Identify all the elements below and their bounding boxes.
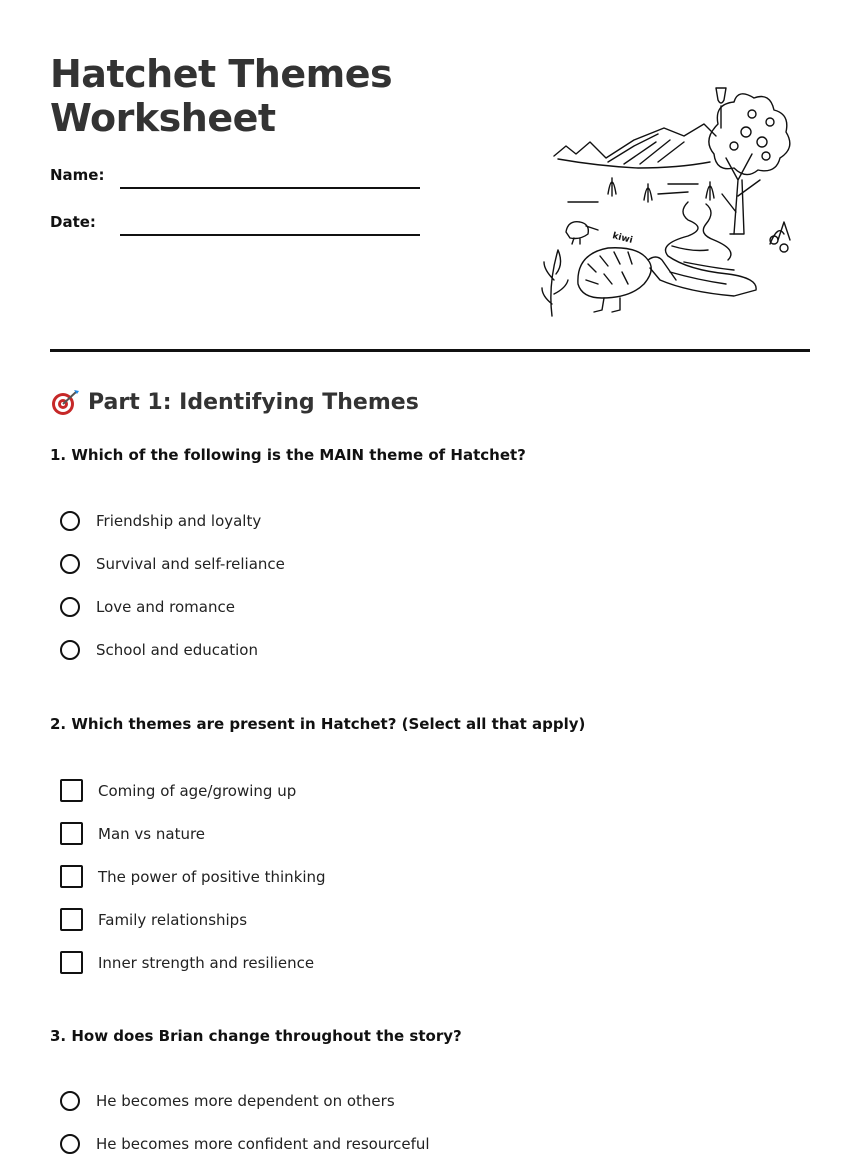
radio-button[interactable] bbox=[60, 554, 80, 574]
q1-option-label: School and education bbox=[96, 641, 258, 659]
q2-option[interactable] bbox=[60, 779, 296, 802]
name-label: Name: bbox=[50, 166, 105, 184]
radio-button[interactable] bbox=[60, 597, 80, 617]
question-1: 1. Which of the following is the MAIN theme of Hatchet? bbox=[50, 446, 526, 464]
worksheet-title bbox=[50, 52, 392, 140]
q2-option[interactable] bbox=[60, 951, 314, 974]
q1-option[interactable] bbox=[60, 597, 235, 617]
q1-option[interactable] bbox=[60, 511, 261, 531]
target-dart-icon bbox=[50, 388, 80, 416]
q2-option-label: Man vs nature bbox=[98, 824, 206, 843]
q3-option-label: He becomes more confident and resourceful bbox=[96, 1135, 430, 1153]
title-line-2: Worksheet bbox=[50, 96, 276, 140]
title-line-1: Hatchet Themes bbox=[50, 52, 393, 96]
checkbox[interactable] bbox=[60, 908, 83, 931]
q2-option-label: The power of positive thinking bbox=[98, 867, 326, 886]
radio-button[interactable] bbox=[60, 1134, 80, 1154]
q2-option-label: Coming of age/growing up bbox=[98, 781, 297, 800]
q2-option[interactable] bbox=[60, 822, 205, 845]
q1-option-label: Survival and self-reliance bbox=[96, 555, 285, 573]
checkbox[interactable] bbox=[60, 865, 83, 888]
date-label: Date: bbox=[50, 213, 96, 231]
q1-option-label: Love and romance bbox=[96, 598, 235, 616]
q3-option-label: He becomes more dependent on others bbox=[96, 1092, 395, 1110]
q3-option[interactable] bbox=[60, 1134, 430, 1154]
header-divider bbox=[50, 349, 810, 352]
q1-option[interactable] bbox=[60, 640, 258, 660]
q2-option[interactable] bbox=[60, 865, 326, 888]
part1-title: Part 1: Identifying Themes bbox=[88, 389, 419, 415]
checkbox[interactable] bbox=[60, 779, 83, 802]
q2-option-label: Family relationships bbox=[98, 910, 248, 929]
q2-option[interactable] bbox=[60, 908, 247, 931]
q1-option[interactable] bbox=[60, 554, 285, 574]
q2-option-label: Inner strength and resilience bbox=[98, 953, 315, 972]
question-2: 2. Which themes are present in Hatchet? (Select all that apply) bbox=[50, 715, 586, 733]
kiwi-river-landscape-illustration bbox=[538, 84, 800, 322]
checkbox[interactable] bbox=[60, 822, 83, 845]
date-field[interactable] bbox=[120, 234, 420, 236]
checkbox[interactable] bbox=[60, 951, 83, 974]
question-3: 3. How does Brian change throughout the story? bbox=[50, 1027, 462, 1045]
name-field[interactable] bbox=[120, 187, 420, 189]
q3-option[interactable] bbox=[60, 1091, 395, 1111]
radio-button[interactable] bbox=[60, 1091, 80, 1111]
q1-option-label: Friendship and loyalty bbox=[96, 512, 262, 530]
radio-button[interactable] bbox=[60, 511, 80, 531]
part1-heading bbox=[50, 388, 419, 416]
illustration-label: kiwi bbox=[611, 231, 634, 246]
radio-button[interactable] bbox=[60, 640, 80, 660]
